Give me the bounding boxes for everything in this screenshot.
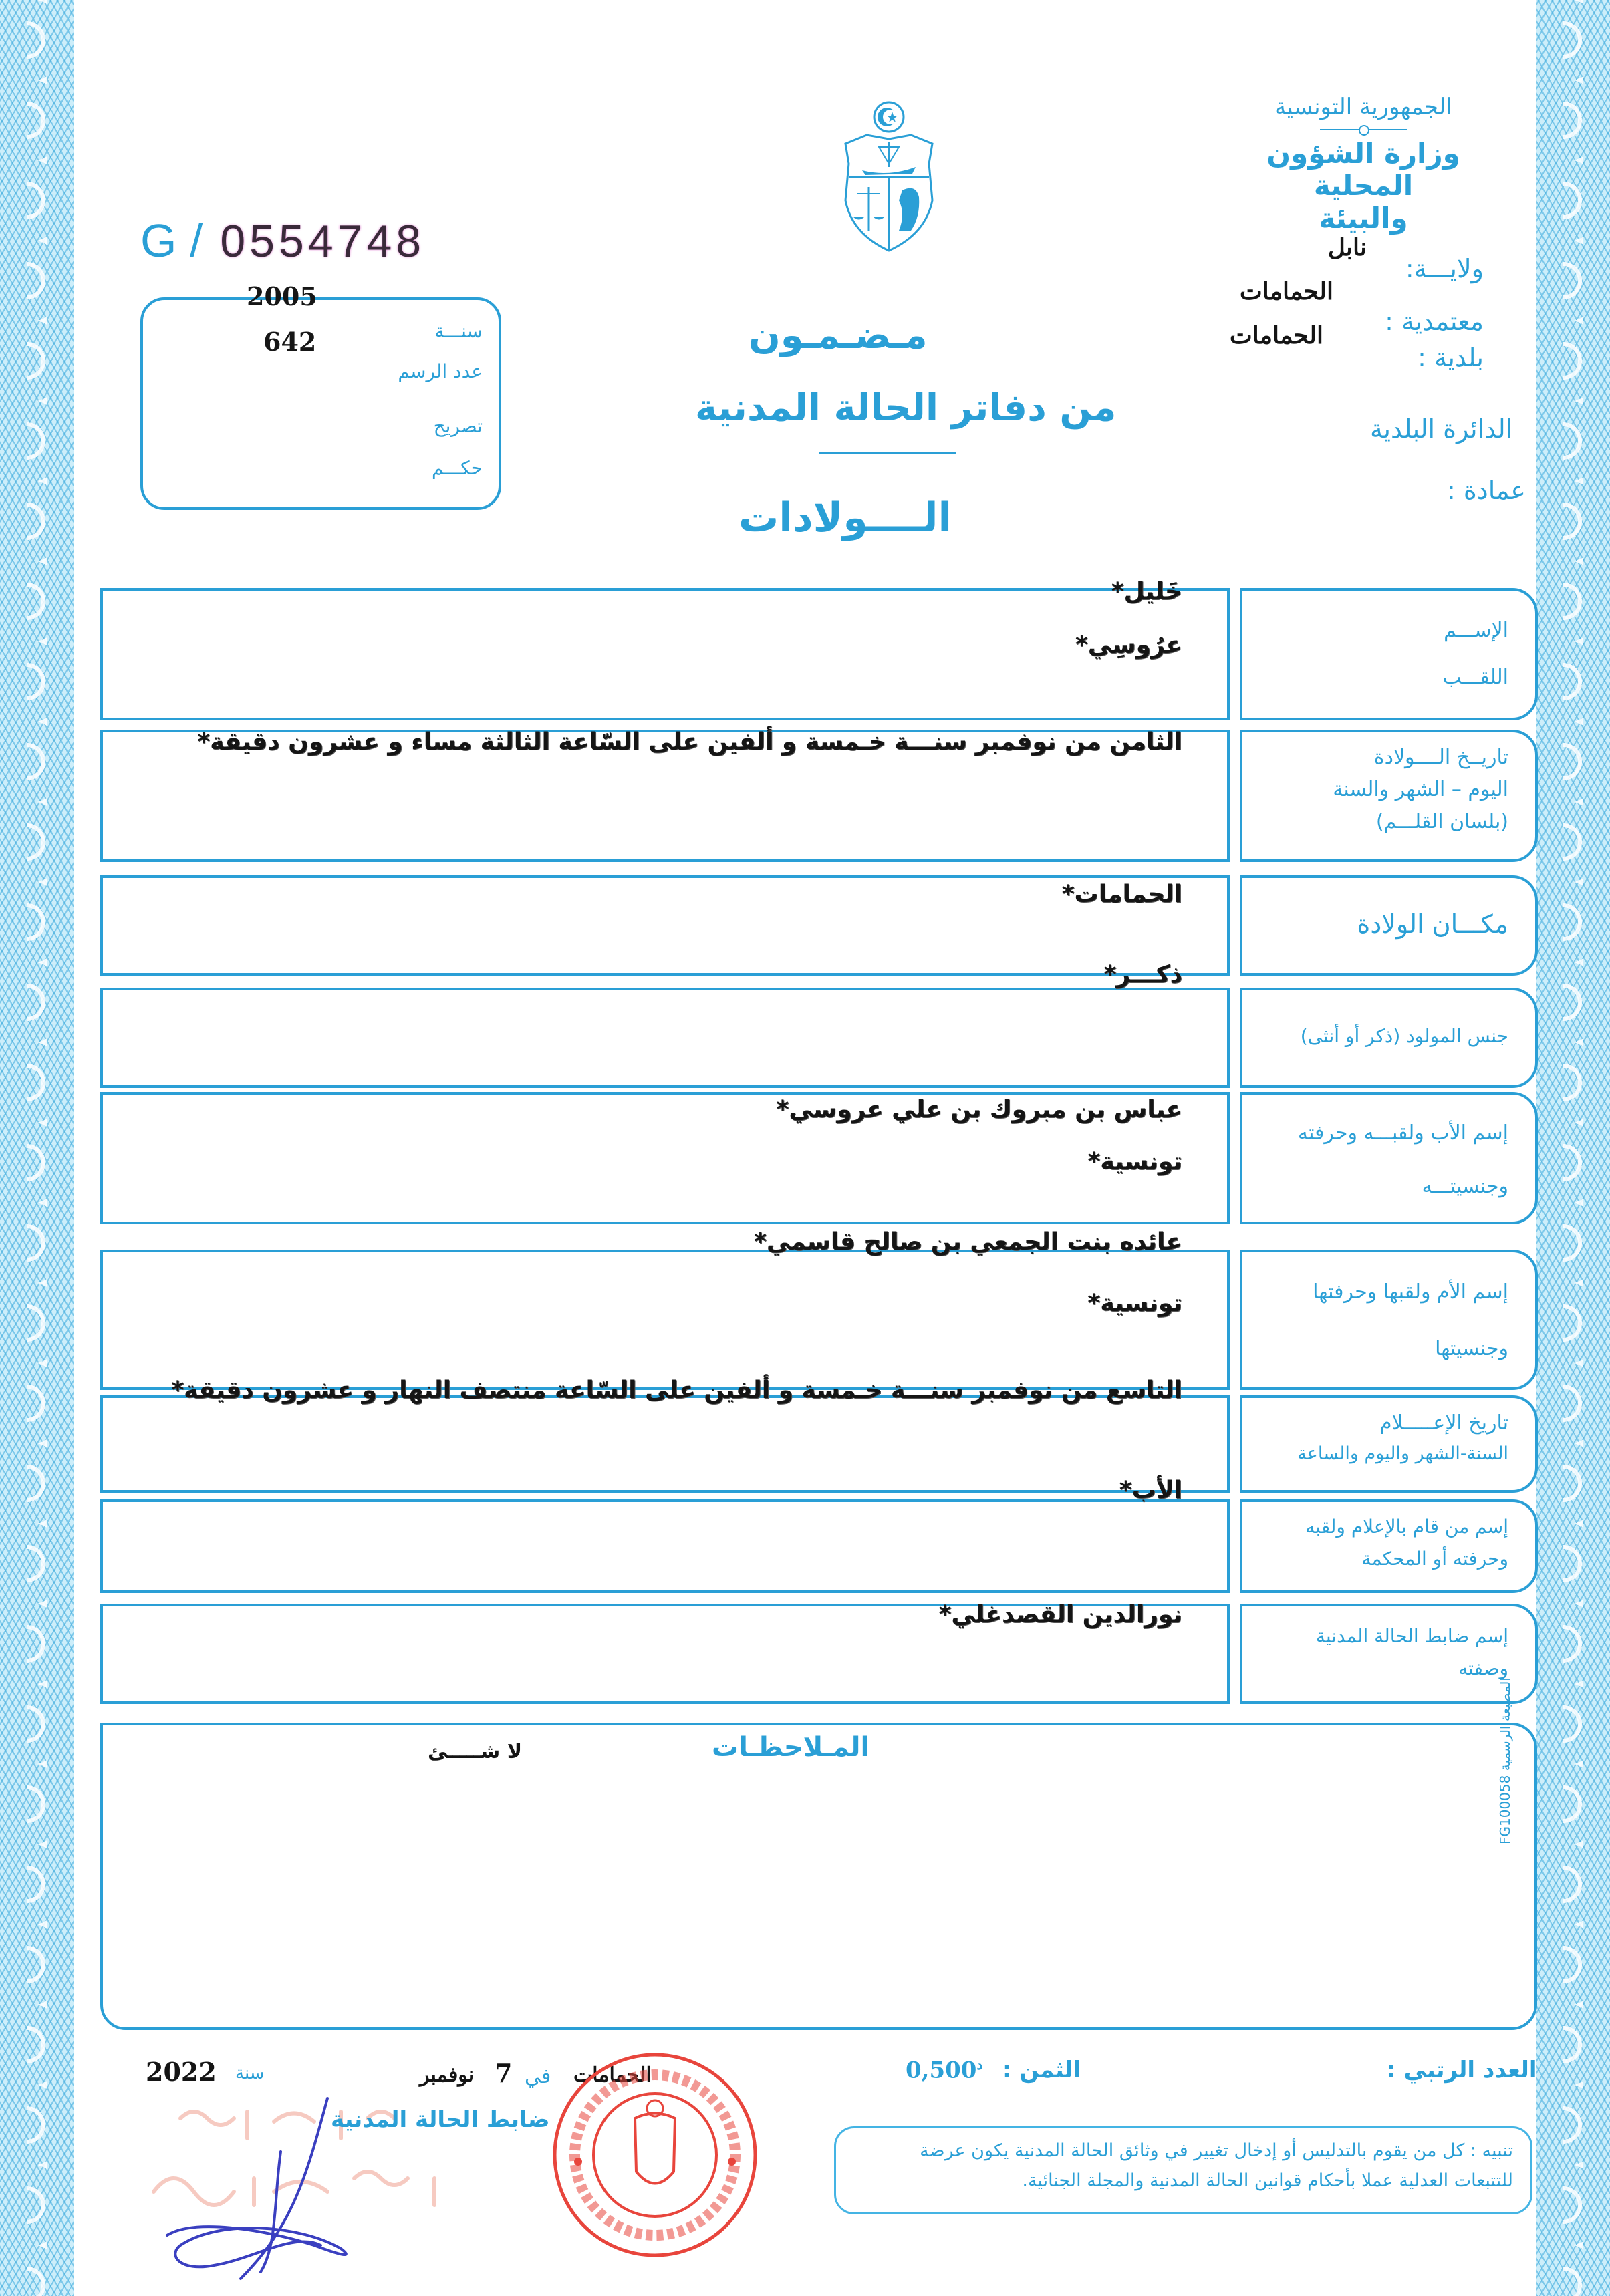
legal-notice-line1: تنبيه : كل من يقوم بالتدليس أو إدخال تغيير في وثائق الحالة المدنية يكون عرضة	[920, 2140, 1513, 2161]
mother-name-value: عائده بنت الجمعي بن صالح قاسمي*	[754, 1228, 1182, 1256]
officer-label-box	[1240, 1604, 1538, 1704]
price-currency: د	[976, 2057, 983, 2073]
header-divider	[1320, 124, 1407, 134]
in-label: في	[525, 2065, 551, 2088]
declaration-date-value-box	[100, 1395, 1230, 1493]
officer-sublabel: وصفته	[1458, 1657, 1508, 1679]
mother-nationality-label: وجنسيتها	[1435, 1337, 1508, 1360]
legal-notice-line2: للتتبعات العدلية عملا بأحكام قوانين الحالة المدنية والمجلة الجنائية.	[1022, 2170, 1513, 2191]
guilloche-border-right	[1536, 0, 1610, 2296]
birth-place-value: الحمامات*	[1061, 881, 1182, 908]
surname-value: عرُوسِي*	[1075, 631, 1182, 659]
reference-number	[140, 214, 425, 267]
declaration-label: تصريح	[433, 415, 483, 437]
legal-notice-box	[834, 2126, 1532, 2214]
governorate-value: نابل	[1327, 233, 1367, 261]
remarks-value: لا شـــــئ	[428, 1740, 523, 1763]
document-type: الــــولادات	[739, 494, 952, 541]
mother-label: إسم الأم ولقبها وحرفتها	[1313, 1280, 1508, 1304]
mother-nationality-value: تونسية*	[1087, 1290, 1182, 1317]
issue-place: الحمامات	[573, 2063, 652, 2087]
tunisia-coat-of-arms-icon	[832, 100, 946, 254]
declaration-date-label: تاريخ الإعـــــلام	[1379, 1411, 1508, 1435]
ministry-header	[1223, 94, 1504, 235]
surname-label: اللقـــب	[1442, 666, 1508, 689]
declarant-value-box	[100, 1499, 1230, 1593]
document-subtitle: من دفاتر الحالة المدنية	[695, 386, 1117, 430]
ministry-name-line1: وزارة الشؤون المحلية	[1266, 137, 1460, 202]
reference-prefix: G /	[140, 214, 203, 267]
delegation-label: معتمدية :	[1385, 307, 1484, 336]
sex-value-box	[100, 988, 1230, 1088]
father-label: إسم الأب ولقبـــه وحرفته	[1297, 1121, 1508, 1145]
officer-title: ضابط الحالة المدنية	[331, 2106, 550, 2133]
price-value	[906, 2057, 982, 2084]
year-label: سنـــة	[434, 320, 483, 342]
first-name-value: خَليل*	[1111, 578, 1182, 605]
sex-value: ذكـــر*	[1103, 961, 1182, 988]
price-amount: 0,500	[906, 2057, 977, 2084]
registration-box	[140, 281, 501, 510]
governorate-label: ولايـــة:	[1405, 254, 1484, 283]
sex-label-box	[1240, 988, 1538, 1088]
municipality-value: الحمامات	[1229, 321, 1323, 349]
ministry-name-line2: والبيئة	[1319, 201, 1408, 235]
reference-serial: 0554748	[220, 216, 426, 267]
declaration-date-sublabel: السنة-الشهر واليوم والساعة	[1297, 1443, 1508, 1464]
municipal-district-label: الدائرة البلدية	[1370, 414, 1513, 444]
birth-place-value-box	[100, 875, 1230, 976]
border-wave	[27, 0, 47, 2296]
declarant-value: الأب*	[1119, 1477, 1182, 1504]
father-nationality-label: وجنسيتـــه	[1422, 1175, 1508, 1198]
birth-date-value: الثامن من نوفمبر سنـــة خـمسة و ألفين على السّاعة الثالثة مساء و عشرون دقيقة*	[197, 728, 1182, 756]
printer-imprint: المطبعة الرسمية FG100058	[1497, 1677, 1513, 1844]
birth-date-label: تاريــخ الــــولادة	[1373, 746, 1508, 769]
father-nationality-value: تونسية*	[1087, 1148, 1182, 1175]
year-label-footer: سنة	[235, 2063, 265, 2084]
issue-month: نوفمبر	[420, 2063, 475, 2087]
border-wave	[1563, 0, 1583, 2296]
officer-value: نورالدين القصدغلي*	[938, 1601, 1182, 1628]
act-number-value: 642	[263, 327, 317, 357]
mother-value-box	[100, 1250, 1230, 1390]
issue-day: 7	[495, 2058, 513, 2088]
birth-date-sublabel: اليوم – الشهر والسنة	[1333, 778, 1508, 801]
declarant-label-box	[1240, 1499, 1538, 1593]
declaration-date-label-box	[1240, 1395, 1538, 1493]
remarks-label: المـلاحظـات	[712, 1732, 870, 1763]
declarant-label: إسم من قام بالإعلام ولقبه	[1305, 1516, 1508, 1538]
name-value-box	[100, 588, 1230, 720]
year-value: 2005	[247, 281, 317, 311]
father-label-box	[1240, 1092, 1538, 1224]
birth-date-label-box	[1240, 730, 1538, 862]
mother-label-box	[1240, 1250, 1538, 1390]
father-name-value: عباس بن مبروك بن علي عروسي*	[776, 1096, 1182, 1123]
declarant-sublabel: وحرفته أو المحكمة	[1361, 1548, 1508, 1570]
judgment-label: حكـــم	[431, 457, 483, 479]
serial-number-label: العدد الرتبي :	[1387, 2057, 1537, 2084]
subtitle-underline	[819, 452, 956, 454]
republic-title: الجمهورية التونسية	[1274, 94, 1452, 120]
handwritten-signature-icon	[140, 2092, 448, 2296]
declaration-date-value: التاسع من نوفمبر سنـــة خـمسة و ألفين على السّاعة منتصف النهار و عشرون دقيقة*	[171, 1377, 1182, 1404]
birth-date-in-words-label: (بلسان القلـــم)	[1375, 810, 1508, 833]
act-number-label: عدد الرسم	[398, 360, 483, 382]
birth-place-label: مكـــان الولادة	[1357, 909, 1508, 939]
first-name-label: الإســـم	[1444, 619, 1508, 642]
sex-label: جنس المولود (ذكر أو أنثى)	[1300, 1025, 1508, 1047]
document-title: مـضـمـون	[749, 314, 928, 357]
imada-label: عمادة :	[1447, 476, 1526, 505]
municipal-round-stamp-icon	[548, 2045, 762, 2265]
municipality-label: بلدية :	[1418, 343, 1484, 372]
issue-year: 2022	[146, 2057, 217, 2087]
delegation-municipality-rows	[1229, 277, 1484, 372]
birth-place-label-box	[1240, 875, 1538, 976]
delegation-value: الحمامات	[1239, 277, 1333, 305]
price-label: الثمن :	[1002, 2057, 1081, 2084]
remarks-box	[100, 1723, 1537, 2030]
guilloche-border-left	[0, 0, 74, 2296]
officer-label: إسم ضابط الحالة المدنية	[1315, 1625, 1508, 1647]
name-label-box	[1240, 588, 1538, 720]
